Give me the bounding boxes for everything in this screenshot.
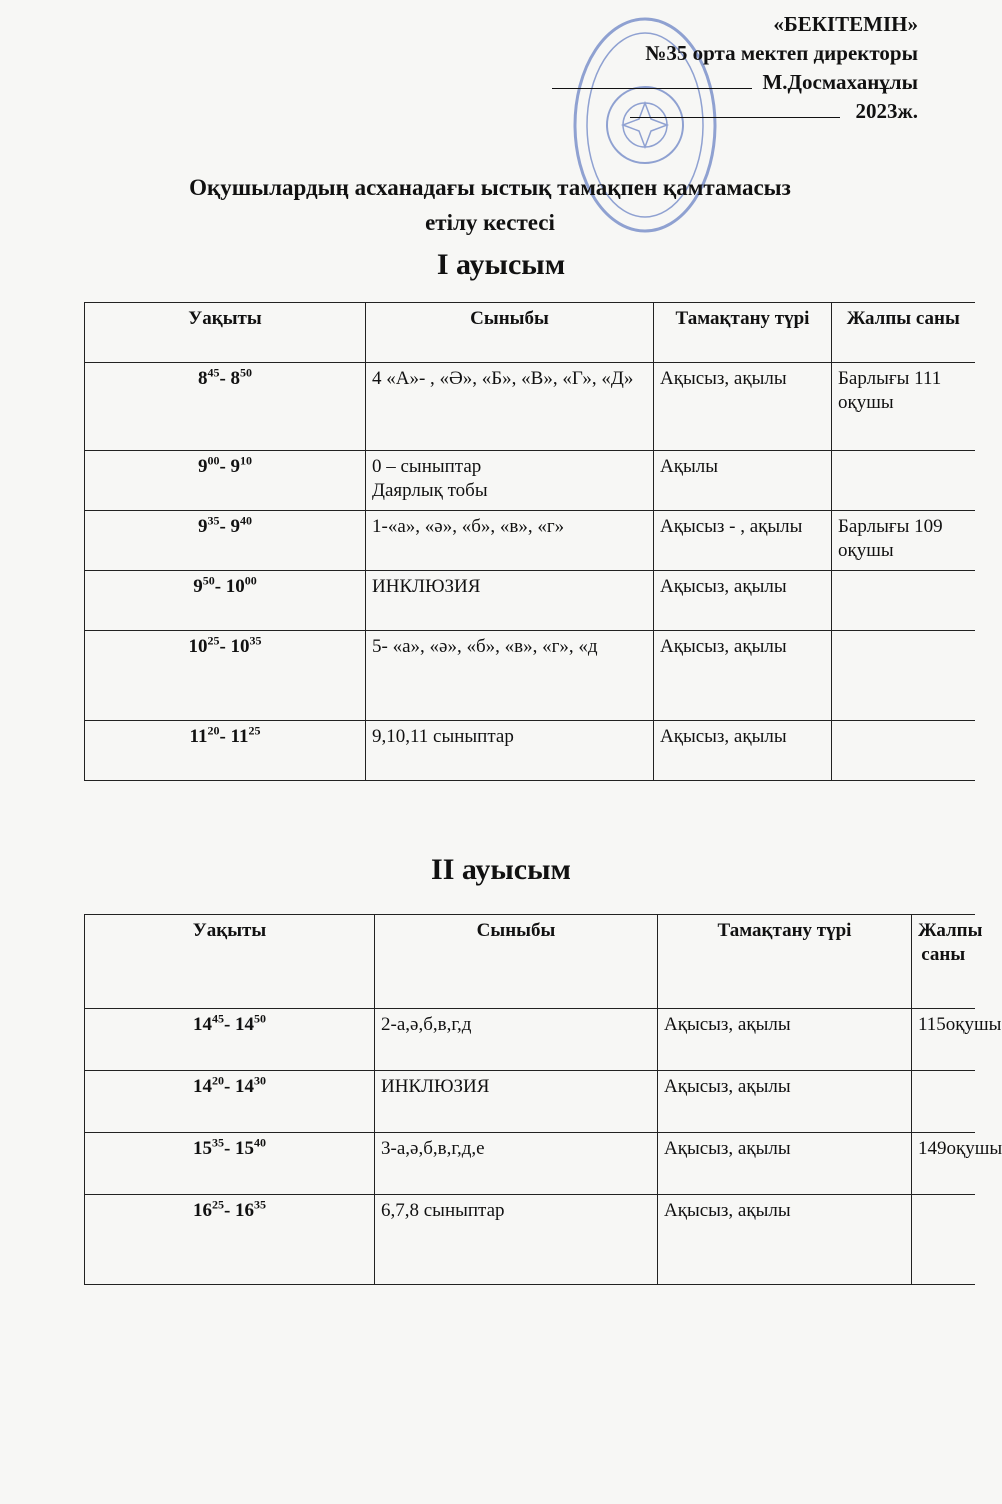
- header-class: Сыныбы: [375, 915, 658, 1009]
- table-row: [85, 631, 975, 721]
- meal-type-cell: Ақысыз, ақылы: [654, 571, 832, 631]
- meal-type-cell: Ақысыз, ақылы: [654, 631, 832, 721]
- header-meal-type: Тамақтану түрі: [654, 303, 832, 363]
- approval-year: 2023ж.: [855, 99, 918, 123]
- meal-type-cell: Ақысыз, ақылы: [654, 363, 832, 451]
- table-row: [85, 451, 975, 511]
- date-line: [630, 99, 840, 118]
- table-row: [85, 1071, 975, 1133]
- total-cell: [832, 571, 975, 631]
- meal-type-cell: Ақысыз, ақылы: [658, 1071, 912, 1133]
- header-time: Уақыты: [85, 915, 375, 1009]
- time-cell: $14^{20}-$ $14^{30}$: [85, 1071, 375, 1133]
- time-cell: $9^{50}-$ $10^{00}$: [85, 571, 366, 631]
- approval-block: [552, 10, 918, 126]
- class-cell: 0 – сыныптар Даярлық тобы: [366, 451, 654, 511]
- document-title: [120, 170, 860, 240]
- director-name: М.Досмаханұлы: [762, 70, 918, 94]
- table-row: [85, 721, 975, 781]
- class-cell: 2-а,ә,б,в,г,д: [375, 1009, 658, 1071]
- approval-heading: «БЕКІТЕМІН»: [773, 12, 918, 36]
- total-cell: Барлығы 111 оқушы: [832, 363, 975, 451]
- class-cell: 6,7,8 сыныптар: [375, 1195, 658, 1285]
- signature-line: [552, 70, 752, 89]
- time-cell: $9^{35}-$ $9^{40}$: [85, 511, 366, 571]
- shift-2-title: II ауысым: [431, 853, 571, 886]
- table-row: [85, 1195, 975, 1285]
- time-dash: -: [223, 1138, 236, 1159]
- time-cell: $15^{35}-$ $15^{40}$: [85, 1133, 375, 1195]
- total-cell: [832, 631, 975, 721]
- class-cell: 4 «А»- , «Ә», «Б», «В», «Г», «Д»: [366, 363, 654, 451]
- class-cell: ИНКЛЮЗИЯ: [375, 1071, 658, 1133]
- header-meal-type: Тамақтану түрі: [658, 915, 912, 1009]
- table-row: [85, 1133, 975, 1195]
- table-row: [85, 511, 975, 571]
- meal-type-cell: Ақысыз, ақылы: [654, 721, 832, 781]
- table-row: [85, 363, 975, 451]
- total-cell: [832, 721, 975, 781]
- time-dash: -: [219, 456, 231, 477]
- header-class: Сыныбы: [366, 303, 654, 363]
- class-cell: ИНКЛЮЗИЯ: [366, 571, 654, 631]
- header-time: Уақыты: [85, 303, 366, 363]
- total-cell: [912, 1071, 975, 1133]
- time-dash: -: [214, 576, 226, 597]
- header-total: Жалпы саны: [912, 915, 975, 1009]
- document-title-line-1: Оқушылардың асханадағы ыстық тамақпен қамтамасыз: [189, 175, 791, 200]
- meal-type-cell: Ақысыз, ақылы: [658, 1009, 912, 1071]
- time-dash: -: [219, 516, 231, 537]
- time-dash: -: [219, 726, 231, 747]
- header-total: Жалпы саны: [832, 303, 975, 363]
- time-dash: -: [223, 1076, 236, 1097]
- total-cell: Барлығы 109 оқушы: [832, 511, 975, 571]
- meal-type-cell: Ақылы: [654, 451, 832, 511]
- shift-1-table: [84, 302, 975, 781]
- total-cell: [832, 451, 975, 511]
- table-row: [85, 1009, 975, 1071]
- meal-type-cell: Ақысыз, ақылы: [658, 1133, 912, 1195]
- time-cell: $10^{25}-$ $10^{35}$: [85, 631, 366, 721]
- time-dash: -: [219, 368, 231, 389]
- total-cell: 149оқушы: [912, 1133, 975, 1195]
- meal-type-cell: Ақысыз - , ақылы: [654, 511, 832, 571]
- time-cell: $16^{25}-$ $16^{35}$: [85, 1195, 375, 1285]
- time-cell: $14^{45}-$ $14^{50}$: [85, 1009, 375, 1071]
- total-cell: [912, 1195, 975, 1285]
- total-cell: 115оқушы: [912, 1009, 975, 1071]
- class-cell: 9,10,11 сыныптар: [366, 721, 654, 781]
- meal-type-cell: Ақысыз, ақылы: [658, 1195, 912, 1285]
- time-dash: -: [223, 1200, 236, 1221]
- time-dash: -: [223, 1014, 236, 1035]
- approval-position: №35 орта мектеп директоры: [645, 41, 918, 65]
- shift-1-title: I ауысым: [436, 248, 566, 281]
- time-cell: $11^{20}-$ $11^{25}$: [85, 721, 366, 781]
- time-dash: -: [219, 636, 231, 657]
- time-cell: $8^{45}-$ $8^{50}$: [85, 363, 366, 451]
- table-row: [85, 571, 975, 631]
- time-cell: $9^{00}-$ $9^{10}$: [85, 451, 366, 511]
- class-cell: 1-«а», «ә», «б», «в», «г»: [366, 511, 654, 571]
- class-cell: 3-а,ә,б,в,г,д,е: [375, 1133, 658, 1195]
- document-title-line-2: етілу кестесі: [425, 210, 555, 235]
- shift-2-table: [84, 914, 1002, 1285]
- class-cell: 5- «а», «ә», «б», «в», «г», «д: [366, 631, 654, 721]
